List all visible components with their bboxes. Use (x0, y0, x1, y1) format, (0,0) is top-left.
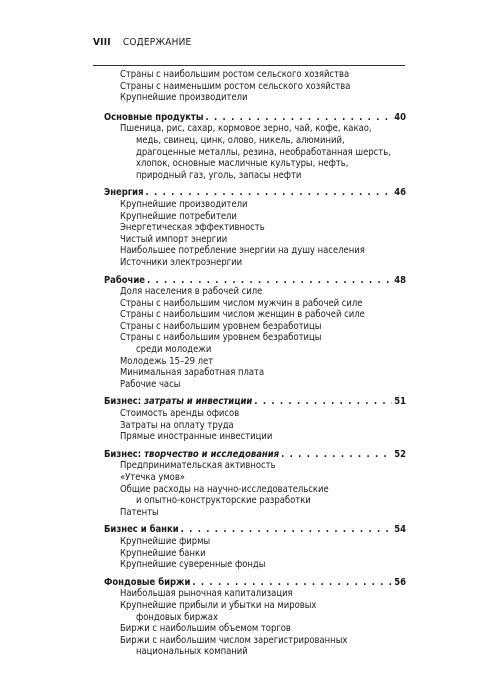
section-heading (104, 275, 406, 287)
section-page: 40 (394, 111, 406, 123)
section-page: 56 (394, 576, 406, 588)
toc-section (104, 275, 406, 391)
section-heading (104, 524, 406, 536)
toc-entry: Предпринимательская активность (120, 460, 276, 472)
toc-entry-continuation: природный газ, уголь, запасы нефти (136, 169, 302, 181)
toc-entry: Биржи с наибольшим объемом торгов (120, 623, 291, 635)
toc-entry-continuation: среди молодежи (136, 344, 212, 356)
toc-entry: Крупнейшие производители (120, 198, 248, 210)
leader-dots (281, 449, 392, 461)
toc-entry: Энергетическая эффективность (120, 222, 265, 234)
header-rule (93, 65, 405, 66)
toc-entry: Крупнейшие производители (120, 92, 248, 104)
toc-entry: Чистый импорт энергии (120, 233, 228, 245)
toc-entry: Наибольшее потребление энергии на душу населения (120, 245, 365, 257)
toc-entry: Страны с наименьшим ростом сельского хозяйства (120, 80, 351, 92)
toc-entry: Патенты (120, 506, 159, 518)
section-title: Энергия (104, 187, 144, 199)
section-page: 52 (394, 448, 406, 460)
section-title: Фондовые биржи (104, 576, 191, 588)
toc-entry: Рабочие часы (120, 378, 181, 390)
table-of-contents (104, 69, 406, 658)
page-number: VIII (93, 37, 111, 48)
toc-entry: Страны с наибольшим уровнем безработицы (120, 320, 322, 332)
toc-entry: Крупнейшие фирмы (120, 535, 211, 547)
toc-section (104, 577, 406, 658)
toc-section (104, 112, 406, 182)
section-heading (104, 449, 406, 461)
toc-entry: Прямые иностранные инвестиции (120, 431, 273, 443)
running-title: СОДЕРЖАНИЕ (122, 37, 192, 48)
section-title: Основные продукты (104, 111, 204, 123)
leader-dots (192, 577, 392, 589)
intro-list (104, 69, 406, 104)
section-page: 51 (394, 396, 406, 408)
section-title: Бизнес: (104, 448, 142, 460)
toc-entry-continuation: и опытно-конструкторские разработки (136, 495, 311, 507)
toc-entry-continuation: хлопок, основные масличные культуры, нефть, (136, 158, 349, 170)
toc-section (104, 187, 406, 268)
leader-dots (146, 187, 393, 199)
toc-entry: Биржи с наибольшим числом зарегистрированных (120, 634, 348, 646)
leader-dots (254, 396, 392, 408)
toc-entry: Крупнейшие суверенные фонды (120, 559, 266, 571)
leader-dots (205, 112, 392, 124)
running-header (93, 37, 191, 48)
toc-entry: Затраты на оплату труда (120, 419, 234, 431)
section-title-italic: творчество и исследования (144, 448, 280, 460)
toc-section (104, 396, 406, 442)
toc-entry: Наибольшая рыночная капитализация (120, 588, 293, 600)
toc-entry: Общие расходы на научно-исследовательские (120, 483, 329, 495)
toc-entry: Стоимость аренды офисов (120, 408, 240, 420)
toc-entry: Пшеница, рис, сахар, кормовое зерно, чай, кофе, какао, (120, 123, 372, 135)
toc-entry: Доля населения в рабочей силе (120, 286, 263, 298)
section-heading (104, 112, 406, 124)
toc-entry-continuation: драгоценные металлы, резина, необработанная шерсть, (136, 146, 391, 158)
leader-dots (181, 524, 393, 536)
section-title: Рабочие (104, 274, 145, 286)
toc-entry: Страны с наибольшим уровнем безработицы (120, 332, 322, 344)
toc-entry: Страны с наибольшим числом мужчин в рабочей силе (120, 297, 363, 309)
section-page: 54 (394, 524, 406, 536)
toc-entry-continuation: фондовых биржах (136, 611, 218, 623)
toc-entry: «Утечка умов» (120, 472, 185, 483)
leader-dots (147, 275, 392, 287)
toc-section (104, 449, 406, 519)
section-heading (104, 187, 406, 199)
section-page: 48 (394, 274, 406, 286)
toc-section (104, 524, 406, 570)
toc-entry: Минимальная заработная плата (120, 367, 265, 379)
section-title: Бизнес и банки (104, 524, 179, 536)
section-heading (104, 396, 406, 408)
toc-entry: Страны с наибольшим ростом сельского хозяйства (120, 69, 350, 80)
section-heading (104, 577, 406, 589)
toc-entry-continuation: медь, свинец, цинк, олово, никель, алюминий, (136, 134, 345, 146)
toc-entry: Крупнейшие банки (120, 547, 206, 559)
section-title: Бизнес: (104, 396, 142, 408)
toc-entry: Молодежь 15–29 лет (120, 355, 214, 367)
toc-entry: Крупнейшие прибыли и убытки на мировых (120, 599, 317, 611)
toc-entry: Источники электроэнергии (120, 256, 243, 268)
section-page: 46 (394, 187, 406, 199)
toc-entry: Крупнейшие потребители (120, 210, 237, 222)
toc-entry: Страны с наибольшим числом женщин в рабочей силе (120, 309, 365, 321)
toc-entry-continuation: национальных компаний (136, 646, 248, 658)
section-title-italic: затраты и инвестиции (144, 396, 253, 408)
